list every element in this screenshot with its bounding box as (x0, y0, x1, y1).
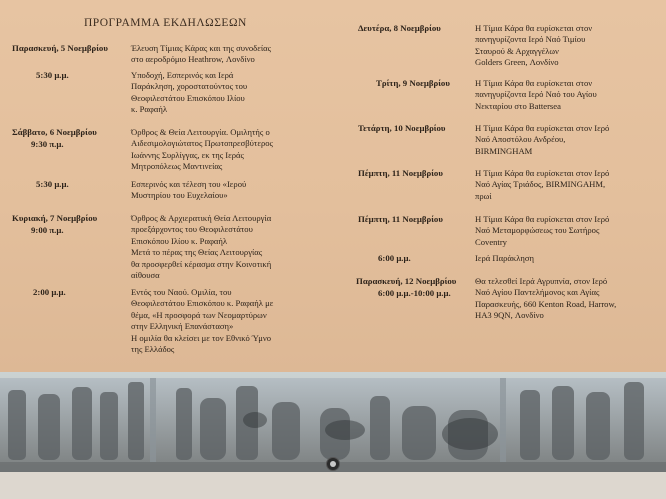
left-text-1-line-3: κ. Ραφαήλ (131, 104, 168, 115)
right-text-0 (475, 23, 665, 69)
left-text-2-line-3: Μητροπόλεως Μαντινείας (131, 161, 223, 172)
right-day-3: Πέμπτη, 11 Νοεμβρίου (358, 168, 443, 178)
left-text-1-line-0: Υποδοχή, Εσπερινός και Ιερά (131, 70, 234, 80)
right-day-4: Πέμπτη, 11 Νοεμβρίου (358, 214, 443, 224)
left-text-4-line-0: Όρθρος & Αρχιερατική Θεία Λειτουργία (131, 213, 272, 223)
left-text-5-line-3: στην Ελληνική Επανάσταση» (131, 321, 234, 332)
left-day-0: Παρασκευή, 5 Νοεμβρίου (12, 43, 108, 53)
left-text-4-line-3: Μετά το πέρας της Θείας Λειτουργίας (131, 247, 263, 258)
right-text-2-line-1: Ναό Αποστόλου Ανδρέου, (475, 134, 566, 145)
right-text-5 (475, 253, 665, 264)
right-day-0: Δευτέρα, 8 Νοεμβρίου (358, 23, 441, 33)
right-text-6-line-1: Ναό Αγίου Παντελήμονος και Αγίας (475, 287, 600, 298)
left-text-2 (131, 127, 336, 173)
left-text-4-line-2: Επισκόπου Ιλίου κ. Ραφαήλ (131, 235, 228, 246)
right-text-3 (475, 168, 665, 202)
right-text-6-line-2: Παρασκευής, 660 Kenton Road, Harrow, (475, 298, 617, 309)
right-text-6 (475, 276, 665, 322)
left-time-3: 5:30 μ.μ. (36, 179, 69, 189)
right-text-1 (475, 78, 665, 112)
left-text-5 (131, 287, 336, 355)
left-time-5: 2:00 μ.μ. (33, 287, 66, 297)
right-text-6-line-0: Θα τελεσθεί Ιερά Αγρυπνία, στον Ιερό (475, 276, 608, 286)
right-time-6: 6:00 μ.μ.-10:00 μ.μ. (378, 288, 451, 298)
right-text-4-line-2: Coventry (475, 236, 507, 247)
right-text-1-line-0: Η Τίμια Κάρα θα ευρίσκεται στον (475, 78, 593, 88)
page-title: ΠΡΟΓΡΑΜΜΑ ΕΚΔΗΛΩΣΕΩΝ (84, 17, 247, 29)
left-text-4-line-1: προεξάρχοντος του Θεοφιλεστάτου (131, 224, 253, 235)
left-text-5-line-2: θέμα, «Η προσφορά των Νεομαρτύρων (131, 309, 267, 320)
right-text-1-line-1: πανηγυρίζοντα Ιερό Ναό του Αγίου (475, 89, 597, 100)
left-day-4: Κυριακή, 7 Νοεμβρίου (12, 213, 98, 223)
right-text-4-line-0: Η Τίμια Κάρα θα ευρίσκεται στον Ιερό (475, 214, 610, 224)
right-text-0-line-3: Golders Green, Λονδίνο (475, 57, 559, 68)
left-column (0, 0, 338, 372)
left-text-1 (131, 70, 331, 116)
right-text-3-line-2: πρωί (475, 190, 492, 201)
left-text-3-line-1: Μυστηρίου του Ευχελαίου» (131, 190, 228, 201)
right-text-2-line-2: BIRMINGHAM (475, 145, 533, 156)
right-text-3-line-1: Ναό Αγίας Τριάδος, BIRMINGAHM, (475, 179, 606, 190)
left-text-4-line-5: αίθουσα (131, 270, 160, 281)
left-time-1: 5:30 μ.μ. (36, 70, 69, 80)
left-text-4-line-4: θα προσφερθεί κέρασμα στην Κοινοτική (131, 258, 272, 269)
left-text-0 (131, 43, 331, 66)
right-column (348, 0, 666, 372)
right-text-3-line-0: Η Τίμια Κάρα θα ευρίσκεται στον Ιερό (475, 168, 610, 178)
right-text-4-line-1: Ναό Μεταμορφώσεως του Σωτήρος (475, 225, 600, 236)
left-text-2-line-1: Αιδεσιμολογιώτατος Πρωτοπρεσβύτερος (131, 138, 273, 149)
left-text-5-line-4: Η ομιλία θα κλείσει με τον Εθνικό Ύμνο (131, 332, 272, 343)
right-text-4 (475, 214, 665, 248)
right-day-6: Παρασκευή, 12 Νοεμβρίου (356, 276, 457, 286)
left-text-2-line-2: Ιωάννης Συρλίγγας, εκ της Ιεράς (131, 149, 244, 160)
left-text-1-line-1: Παράκληση, χοροστατούντος του (131, 81, 248, 92)
left-text-0-line-0: Έλευση Τίμιας Κάρας και της συνοδείας (131, 43, 272, 53)
right-time-5: 6:00 μ.μ. (378, 253, 411, 263)
right-text-0-line-1: πανηγυρίζοντα Ιερό Ναό Τιμίου (475, 34, 586, 45)
right-text-0-line-2: Σταυρού & Αρχαγγέλων (475, 45, 559, 56)
page-indicator-icon (326, 457, 340, 471)
left-day-2: Σάββατο, 6 Νοεμβρίου (12, 127, 97, 137)
right-text-2 (475, 123, 665, 157)
right-text-0-line-0: Η Τίμια Κάρα θα ευρίσκεται στον (475, 23, 593, 33)
right-text-2-line-0: Η Τίμια Κάρα θα ευρίσκεται στον Ιερό (475, 123, 610, 133)
left-text-4 (131, 213, 336, 281)
left-text-5-line-1: Θεοφιλεστάτου Επισκόπου κ. Ραφαήλ με (131, 298, 274, 309)
left-text-3 (131, 179, 331, 202)
left-text-5-line-5: της Ελλάδος (131, 344, 175, 355)
left-text-0-line-1: στο αεροδρόμιο Heathrow, Λονδίνο (131, 54, 255, 65)
left-text-5-line-0: Εντός του Ναού. Ομιλία, του (131, 287, 232, 297)
left-time-2: 9:30 π.μ. (31, 139, 64, 149)
left-time-4: 9:00 π.μ. (31, 225, 64, 235)
right-text-5-line-0: Ιερά Παράκληση (475, 253, 534, 263)
right-text-6-line-3: HA3 9QN, Λονδίνο (475, 310, 544, 321)
right-text-1-line-2: Νεκταρίου στο Battersea (475, 100, 561, 111)
right-day-2: Τετάρτη, 10 Νοεμβρίου (358, 123, 446, 133)
left-text-3-line-0: Εσπερινός και τέλεση του «Ιερού (131, 179, 247, 189)
left-text-2-line-0: Όρθρος & Θεία Λειτουργία. Ομιλητής ο (131, 127, 270, 137)
bottom-strip (0, 472, 666, 499)
left-text-1-line-2: Θεοφιλεστάτου Επισκόπου Ιλίου (131, 92, 245, 103)
right-day-1: Τρίτη, 9 Νοεμβρίου (376, 78, 450, 88)
